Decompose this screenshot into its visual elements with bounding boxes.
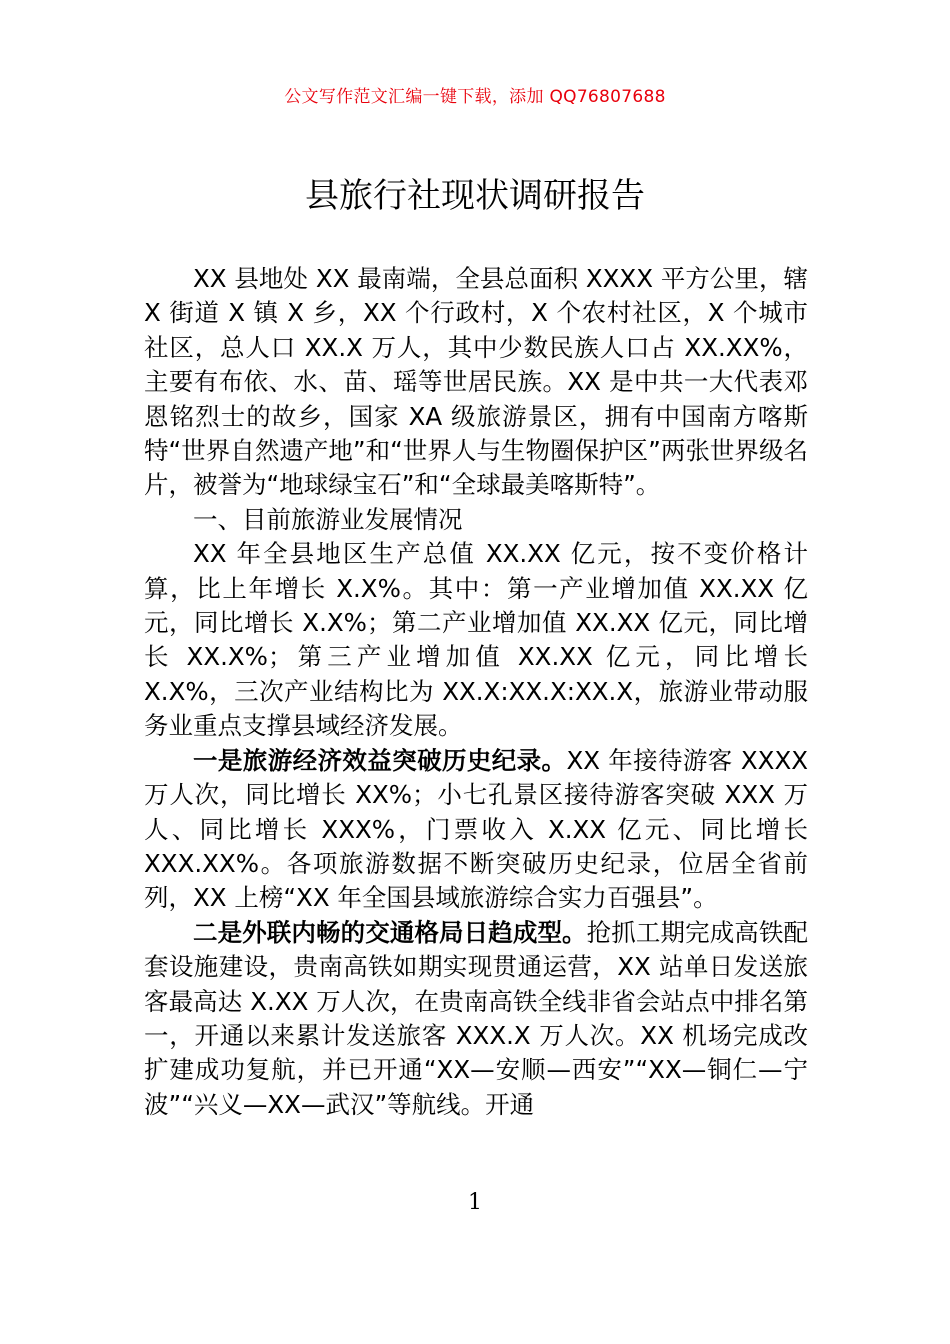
paragraph-lead: 一是旅游经济效益突破历史纪录。 xyxy=(193,745,567,775)
paragraph-economy: XX 年全县地区生产总值 XX.XX 亿元，按不变价格计算，比上年增长 X.X%。其中：第一产业增加值 XX.XX 亿元，同比增长 X.X%；第二产业增加值 XX.XX 亿元，同比增长 XX.X%；第三产业增加值 XX.XX 亿元，同比增长 X.X%，三次产业结构比为 XX.X:XX.X:XX.X，旅游业带动服务业重点支撑县域经济发展。 xyxy=(144,539,808,741)
paragraph-lead: 二是外联内畅的交通格局日趋成型。 xyxy=(193,917,587,947)
paragraph-text: XX 年接待游客 XXXX 万人次，同比增长 XX%；小七孔景区接待游客突破 XXX 万人、同比增长 XXX%，门票收入 X.XX 亿元、同比增长 XXX.XX%。各项旅游数据不断突破历史纪录，位居全省前列，XX 上榜“XX 年全国县域旅游综合实力百强县”。 xyxy=(144,745,809,913)
download-notice: 公文写作范文汇编一键下载，添加 QQ76807688 xyxy=(284,87,666,107)
paragraph-transport xyxy=(144,916,808,1122)
paragraph-text: 抢抓工期完成高铁配套设施建设，贵南高铁如期实现贯通运营，XX 站单日发送旅客最高达 X.XX 万人次，在贵南高铁全线非省会站点中排名第一，开通以来累计发送旅客 XXX.X 万人次。XX 机场完成改扩建成功复航，并已开通“XX—安顺—西安”“XX—铜仁—宁波”“兴义—XX—武汉”等航线。开通 xyxy=(144,917,809,1119)
document-title: 县旅行社现状调研报告 xyxy=(305,176,645,216)
document-body xyxy=(144,262,808,1122)
paragraph-tourism-benefits xyxy=(144,744,808,916)
page-number: 1 xyxy=(468,1190,482,1215)
paragraph-intro: XX 县地处 XX 最南端，全县总面积 XXXX 平方公里，辖 X 街道 X 镇 X 乡，XX 个行政村，X 个农村社区，X 个城市社区，总人口 XX.X 万人，其中少数民族人口占 XX.XX%，主要有布依、水、苗、瑶等世居民族。XX 是中共一大代表邓恩铭烈士的故乡，国家 XA 级旅游景区，拥有中国南方喀斯特“世界自然遗产地”和“世界人与生物圈保护区”两张世界级名片，被誉为“地球绿宝石”和“全球最美喀斯特”。 xyxy=(144,264,808,500)
section-heading: 一、目前旅游业发展情况 xyxy=(193,504,463,534)
